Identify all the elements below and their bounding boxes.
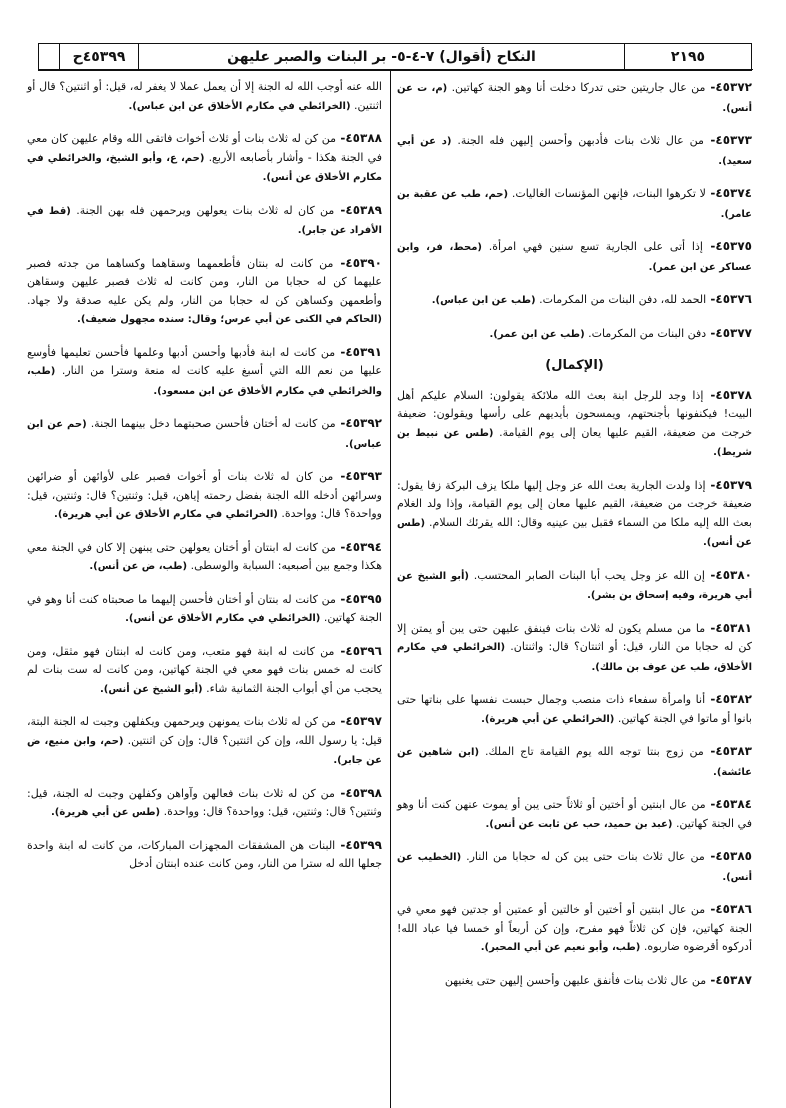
hadith-number: ٤٥٣٩٨ [345, 785, 382, 800]
hadith-number: ٤٥٣٧٤ [715, 186, 752, 200]
hadith-text: من كان له ثلاث بنات أو أخوات فصبر على لأوائهن أو ضرائهن وسرائهن أدخله الله الجنة بفضل رحمته إياهن، قيل: وثنتين؟ قال: وثنتين، قيل: وواحدة؟ قال: وواحدة. [27, 470, 382, 520]
page-header [38, 43, 752, 71]
number-dash: - [702, 239, 716, 253]
hadith-entry [397, 795, 752, 834]
number-dash: - [335, 344, 346, 359]
header-rule [38, 69, 753, 70]
number-dash: - [336, 131, 346, 145]
number-dash: - [335, 837, 346, 852]
hadith-text: من كن له ثلاث بنات يمونهن ويرحمهن ويكفلهن وجبت له الجنة البتة، قيل: يا رسول الله، وإن كن اثنتين؟ قال: وإن كن اثنتين. [27, 715, 383, 747]
number-dash: - [706, 292, 716, 306]
header-end-box [39, 44, 59, 70]
hadith-source: (م، ت عن أنس). [397, 83, 752, 114]
hadith-source: (طب عن ابن عمر). [489, 328, 585, 340]
right-entries-before [397, 78, 752, 344]
hadith-number: ٤٥٣٧٢ [715, 80, 752, 94]
hadith-source: (طب، ض عن أنس). [89, 561, 188, 572]
hadith-number: ٤٥٣٩٤ [345, 539, 382, 554]
hadith-entry [27, 467, 382, 525]
right-column [397, 78, 752, 1003]
hadith-number: ٤٥٣٩٧ [345, 714, 382, 728]
continued-source: (الخرائطي في مكارم الأخلاق عن ابن عباس). [128, 100, 351, 112]
hadith-entry [27, 201, 382, 241]
number-dash: - [706, 972, 716, 987]
number-dash: - [334, 785, 346, 800]
number-dash: - [333, 469, 346, 483]
hadith-number: ٤٥٣٧٦ [715, 292, 752, 306]
hadith-entry [397, 476, 752, 553]
hadith-entry [397, 566, 752, 606]
number-dash: - [333, 255, 346, 270]
hadith-text: ما من مسلم يكون له ثلاث بنات فينفق عليهن حتى يبن أو يمتن إلا كن له حجابا من النار، قيل: أو اثنتان؟ قال: واثنتان. [397, 621, 752, 653]
hadith-number: ٤٥٣٨٠ [715, 567, 752, 582]
number-dash: - [705, 692, 716, 706]
hadith-text: من كن له ثلاث بنات فعالهن وآواهن وكفلهن وجبت له الجنة، قيل: وثنتين؟ قال: وثنتين، قيل: وواحدة؟ قال: وواحدة. [27, 786, 382, 818]
hadith-text: من عال ثلاث بنات فأدبهن وأحسن إليهن فله الجنة. [457, 134, 704, 147]
hadith-number: ٤٥٣٩١ [345, 344, 382, 359]
hadith-number: ٤٥٣٧٥ [715, 239, 752, 253]
hadith-number: ٤٥٣٨٣ [715, 744, 752, 758]
hadith-source: (الخطيب عن أنس). [397, 852, 752, 883]
number-dash: - [703, 387, 716, 402]
hadith-number: ٤٥٣٨٤ [715, 797, 752, 811]
hadith-text: من كانت له بنتان فأطعمهما وسقاهما وكساهما من جدته فصبر عليهما كن له حجابا من النار، ومن كانت له ثلاث فصبر عليهن وسقاهن وأطعمهن وكساهن كن له حجابا من النار، ولم يكن عليه صدقة ولا جهاد. [27, 256, 382, 307]
hadith-entry [27, 414, 382, 454]
number-dash: - [334, 643, 346, 658]
hadith-text: من كانت له بنتان أو أختان فأحسن إليهما ما صحبتاه كنت أنا وهو في الجنة كهاتين. [27, 592, 382, 624]
continued-entry [27, 78, 382, 116]
number-dash: - [705, 797, 716, 811]
hadith-source: (قط في الأفراد عن جابر). [27, 205, 382, 236]
hadith-entry [27, 836, 382, 874]
number-dash: - [705, 620, 716, 635]
hadith-text: من عال ابنتين أو أختين أو ثلاثاً حتى يبن أو يموت عنهن كنت أنا وهو في الجنة كهاتين. [397, 798, 752, 830]
continued-text: الله عنه أوجب الله له الجنة إلا أن يعمل عملا لا يغفر له، قيل: أو اثنتين؟ قال أو اثنتين. [27, 80, 382, 112]
number-dash: - [705, 477, 716, 492]
hadith-source: (طب، وأبو نعيم عن أبي المحبر). [480, 942, 641, 953]
hadith-number: ٤٥٣٨١ [715, 620, 752, 635]
hadith-source: (طس عن نبيط بن شريط). [397, 427, 752, 458]
hadith-number: ٤٥٣٩٩ [345, 837, 382, 852]
hadith-entry [397, 184, 752, 224]
hadith-range: ٤٥٣٩٩ح [59, 44, 138, 70]
hadith-number: ٤٥٣٩٢ [345, 416, 382, 430]
number-dash: - [705, 186, 716, 200]
hadith-entry [397, 386, 752, 463]
hadith-source: (طب عن ابن عباس). [431, 295, 536, 306]
hadith-number: ٤٥٣٨٥ [715, 849, 752, 863]
hadith-entry [397, 690, 752, 729]
left-column [27, 78, 382, 887]
hadith-entry [397, 78, 752, 118]
hadith-source: (الخرائطي في مكارم الأخلاق عن أنس). [125, 613, 321, 624]
hadith-entry [27, 343, 382, 402]
hadith-source: (محط، فر، وابن عساكر عن ابن عمر). [397, 242, 752, 273]
hadith-number: ٤٥٣٧٣ [715, 133, 752, 147]
hadith-entry [397, 742, 752, 782]
hadith-text: من زوج بنتا توجه الله يوم القيامة تاج الملك. [485, 745, 704, 758]
number-dash: - [334, 202, 346, 217]
page-number: ٢١٩٥ [624, 44, 751, 70]
hadith-number: ٤٥٣٨٩ [345, 202, 382, 217]
hadith-entry [27, 642, 382, 700]
number-dash: - [335, 714, 346, 728]
hadith-number: ٤٥٣٩٣ [345, 469, 382, 483]
hadith-text: من كانت له أختان فأحسن صحبتهما دخل بينهما الجنة. [90, 417, 336, 430]
number-dash: - [705, 80, 716, 94]
hadith-text: من عال ابنتين أو أختين أو خالتين أو عمتين أو جدتين فهو معي في الجنة كهاتين، فإن كن ثلاثاً فهو مفرح، وإن كن أربعاً أو خمسا فيا عباد الله! أدركوه أقرضوه ضاربوه. [397, 903, 752, 953]
hadith-source: (أبو الشيخ عن أنس). [99, 683, 203, 695]
hadith-number: ٤٥٣٧٨ [715, 387, 752, 402]
hadith-number: ٤٥٣٧٧ [715, 325, 752, 340]
number-dash: - [335, 591, 346, 606]
hadith-number: ٤٥٣٧٩ [715, 477, 752, 492]
hadith-source: (الحاكم في الكنى عن أبي عرس؛ وقال: سنده مجهول ضعيف). [77, 314, 382, 325]
hadith-text: من كانت له ابنتان أو أختان يعولهن حتى يبنهن إلا كان في الجنة معي هكذا وجمع بين أصبعيه: السبابة والوسطى. [27, 540, 382, 572]
number-dash: - [704, 849, 716, 863]
hadith-text: إذا أتى على الجارية تسع سنين فهي امرأة. [488, 240, 703, 253]
hadith-source: (طس عن أنس). [397, 517, 752, 548]
number-dash: - [335, 416, 346, 430]
hadith-entry [397, 971, 752, 991]
hadith-entry [397, 237, 752, 277]
hadith-number: ٤٥٣٨٧ [715, 972, 752, 987]
hadith-entry [27, 712, 382, 771]
hadith-text: الحمد لله، دفن البنات من المكرمات. [539, 293, 707, 306]
hadith-number: ٤٥٣٩٦ [345, 643, 382, 658]
hadith-source: (حم، ع، وأبو الشيخ، والخرائطي في مكارم الأخلاق عن أنس). [27, 152, 382, 183]
hadith-text: إذا وجد للرجل ابنة بعث الله ملائكة يقولون: السلام عليكم أهل البيت! فيكنفونها بأجنحتهم، ويمسحون بأيديهم على رأسها ويقولون: ضعيفة خرجت من ضعيفة، القيم عليها يعان إلى يوم القيامة. [397, 388, 752, 439]
hadith-source: (عبد بن حميد، حب عن ثابت عن أنس). [485, 818, 673, 830]
hadith-text: من كان له ثلاث بنات يعولهن ويرحمهن فله بهن الجنة. [76, 203, 335, 217]
hadith-number: ٤٥٣٨٢ [715, 692, 752, 706]
hadith-entry [397, 131, 752, 171]
hadith-entry [27, 538, 382, 577]
hadith-number: ٤٥٣٨٨ [345, 131, 382, 145]
number-dash: - [703, 133, 716, 147]
hadith-source: (الخرائطي عن أبي هريرة). [481, 713, 615, 725]
hadith-source: (حم عن ابن عباس). [27, 419, 382, 450]
hadith-source: (أبو الشيخ عن أبي هريرة، وفيه إسحاق بن بشر). [397, 570, 752, 601]
hadith-entry [27, 129, 382, 188]
hadith-source: (طس عن أبي هريرة). [51, 807, 161, 818]
hadith-text: من عال ثلاث بنات حتى يبن كن له حجابا من النار. [466, 850, 705, 863]
hadith-source: (ابن شاهين عن عائشة). [397, 747, 752, 778]
number-dash: - [706, 325, 716, 340]
column-divider [390, 69, 391, 1108]
hadith-entry [397, 900, 752, 958]
hadith-text: البنات هن المشفقات المجهزات المباركات، من كانت له ابنة واحدة جعلها الله له سترا من النار، ومن كانت عنده ابنتان أدخل [27, 838, 382, 870]
hadith-source: (الخرائطي في مكارم الأخلاق عن أبي هريرة). [54, 509, 278, 520]
hadith-number: ٤٥٣٩٠ [345, 255, 382, 270]
hadith-text: من عال جاريتين حتى تدركا دخلت أنا وهو الجنة كهاتين. [451, 81, 706, 94]
hadith-text: أنا وامرأة سفعاء ذات منصب وجمال حبست نفسها على بناتها حتى بانوا أو ماتوا في الجنة كهاتين. [397, 693, 752, 725]
hadith-text: من كانت له ابنة فهو متعب، ومن كانت له ابنتان فهو مثقل، ومن كانت له خمس بنات فهو معي في الجنة كهاتين، ومن كانت له ست بنات لم يحجب من أي أبواب الجنة الثمانية شاء. [27, 644, 382, 695]
hadith-number: ٤٥٣٩٥ [345, 591, 382, 606]
hadith-entry [397, 847, 752, 887]
section-title: (الإكمال) [545, 358, 604, 373]
hadith-entry [397, 290, 752, 311]
number-dash: - [703, 744, 716, 758]
hadith-text: دفن البنات من المكرمات. [588, 326, 707, 340]
number-dash: - [705, 902, 716, 916]
hadith-source: (د عن أبي سعيد). [397, 136, 752, 167]
hadith-text: من عال ثلاث بنات فأنفق عليهن وأحسن إليهن حتى يغنيهن [444, 973, 707, 987]
hadith-entry [397, 619, 752, 678]
hadith-text: إذا ولدت الجارية بعث الله عز وجل إليها ملكا يزف البركة زفا يقول: ضعيفة خرجت من ضعيفة، القيم عليها معان إلى يوم القيامة، وإذا ولد الغلام بعث الله إليه ملكا من السماء فقبل بين عينيه وقال: الله يقرئك السلام. [397, 478, 752, 529]
hadith-text: من كانت له ابنة فأدبها وأحسن أدبها وعلمها فأحسن تعليمها فأوسع عليها من نعم الله التي أسبغ عليه كانت له منعة وسترا من النار. [27, 345, 382, 377]
hadith-entry [397, 324, 752, 345]
hadith-text: من كن له ثلاث بنات أو ثلاث أخوات فاتقى الله وقام عليهن كان معي في الجنة هكذا - وأشار بأصابعه الأربع. [27, 132, 382, 164]
number-dash: - [335, 539, 346, 554]
chapter-title: النكاح (أقوال) ٧-٤-٥- بر البنات والصبر عليهن [138, 44, 624, 70]
hadith-source: (طب، والخرائطي في مكارم الأخلاق عن ابن مسعود). [27, 366, 382, 397]
hadith-number: ٤٥٣٨٦ [715, 902, 752, 916]
hadith-entry [27, 784, 382, 823]
hadith-source: (حم، طب عن عقبة بن عامر). [397, 189, 752, 220]
hadith-text: لا تكرهوا البنات، فإنهن المؤنسات الغاليات. [511, 187, 706, 200]
left-entries [27, 129, 382, 874]
number-dash: - [704, 567, 716, 582]
hadith-source: (الخرائطي في مكارم الأخلاق، طب عن عوف بن مالك). [397, 642, 752, 673]
hadith-text: إن الله عز وجل يحب أبا البنات الصابر المحتسب. [473, 568, 705, 582]
right-entries-after [397, 386, 752, 991]
hadith-entry [27, 590, 382, 629]
hadith-source: (حم، وابن منيع، ض عن جابر). [27, 735, 382, 766]
hadith-entry [27, 254, 382, 330]
